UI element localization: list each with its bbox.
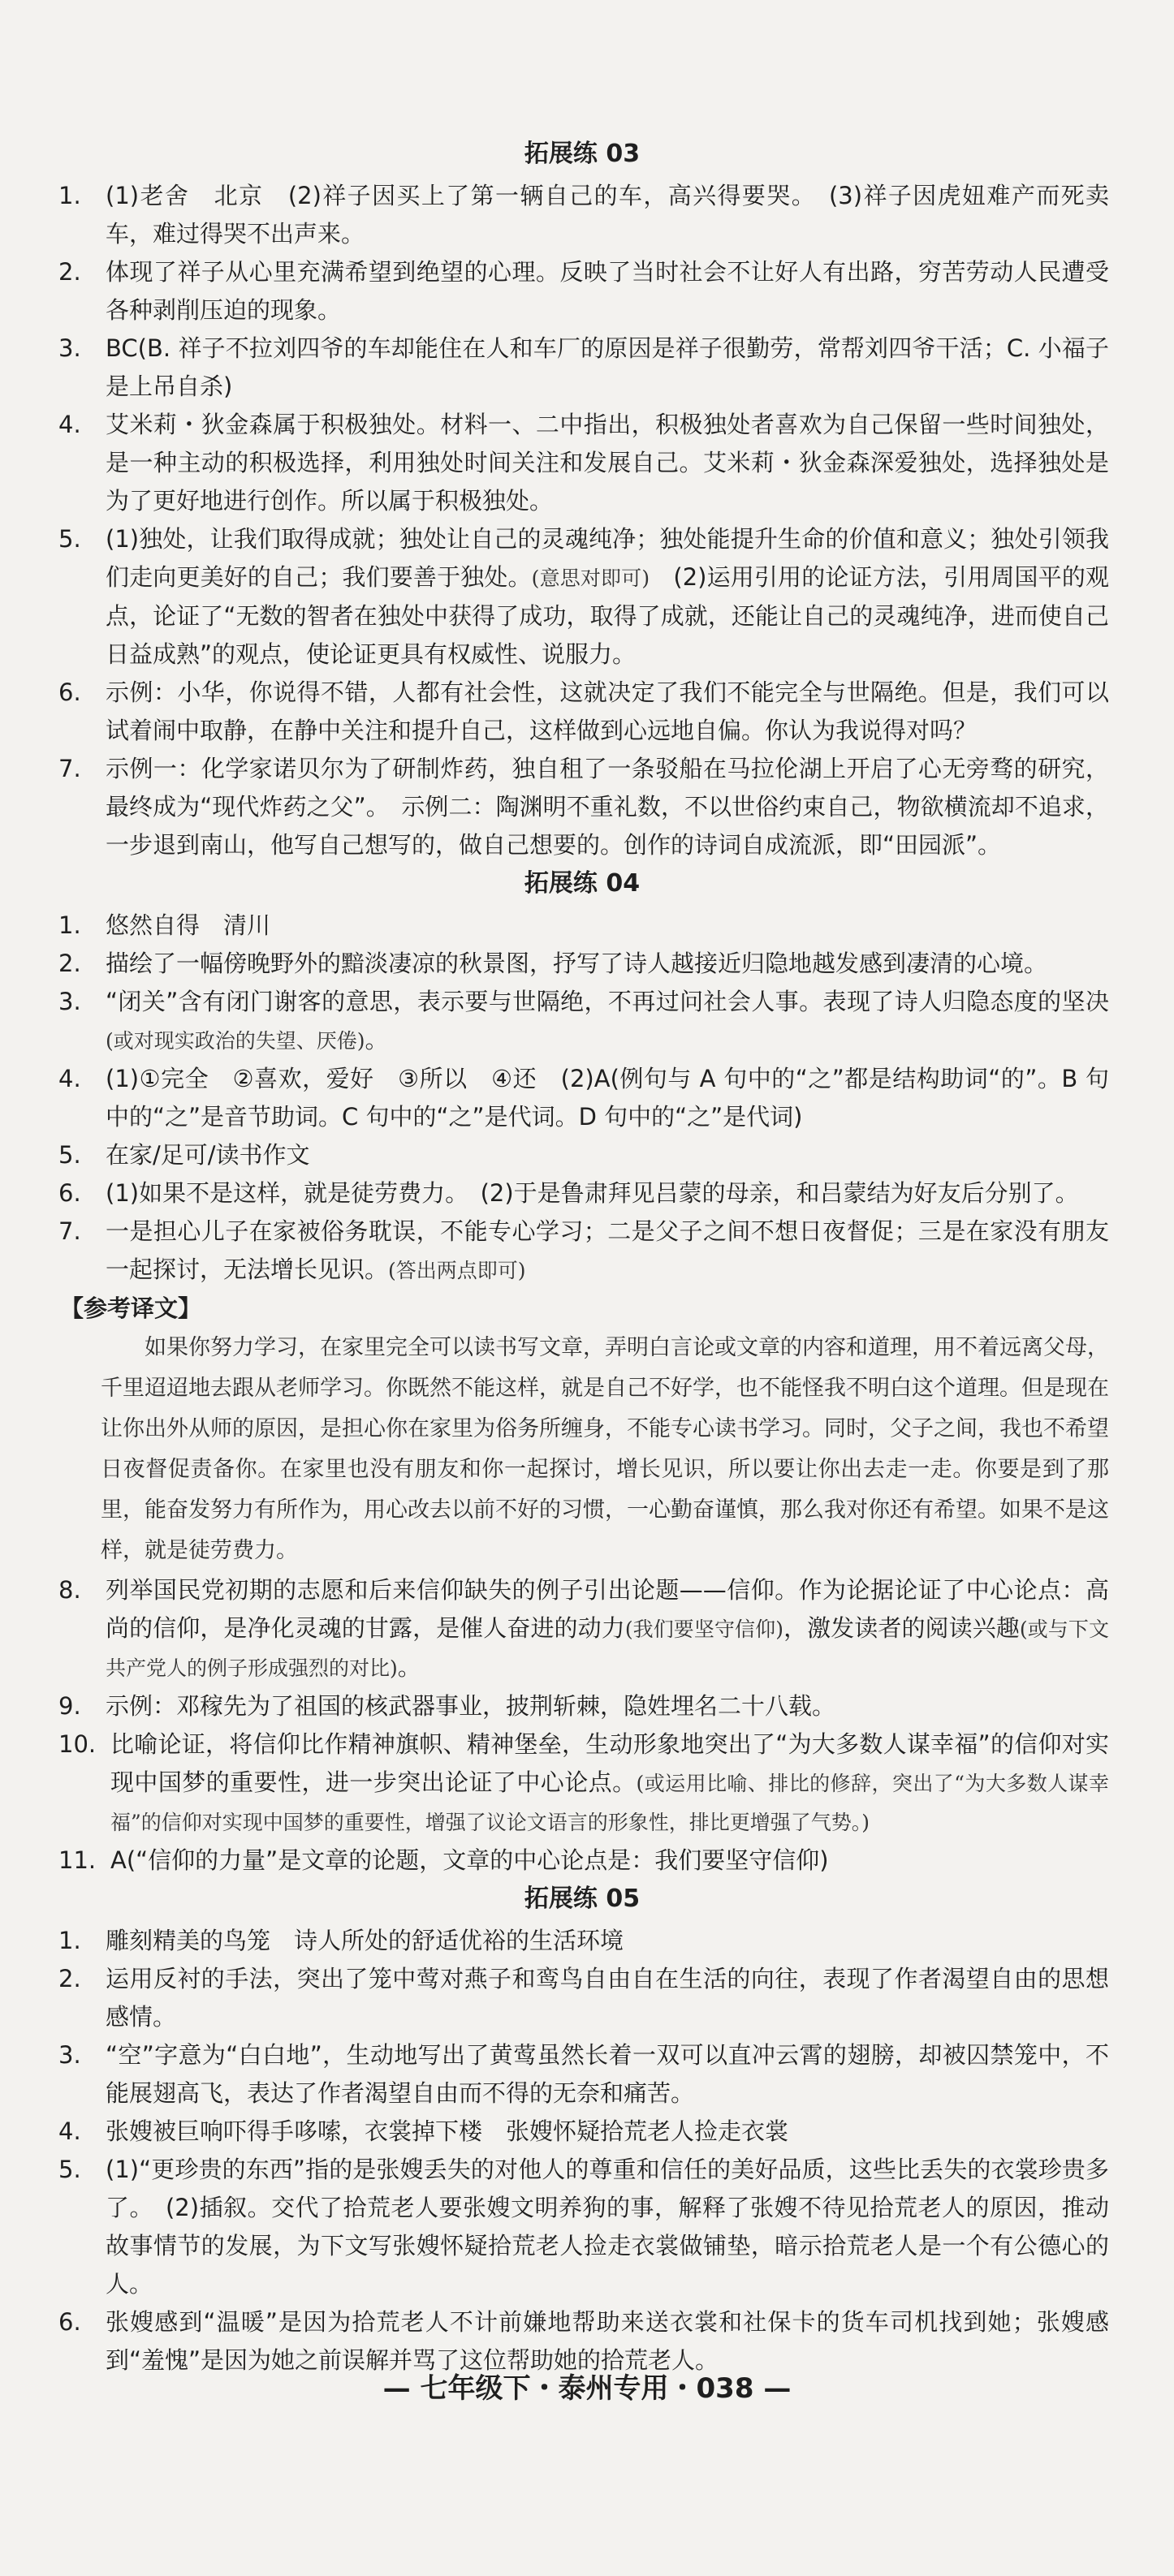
- answer-note: (答出两点即可): [388, 1259, 526, 1282]
- reference-translation: 如果你努力学习，在家里完全可以读书写文章，弄明白言论或文章的内容和道理，用不着远离父母，千里迢迢地去跟从老师学习。你既然不能这样，就是自己不好学，也不能怪我不明白这个道理。但是现在让你出外从师的原因，是担心你在家里为俗务所缠身，不能专心读书学习。同时，父子之间，我也不希望日夜督促责备你。在家里也没有朋友和你一起探讨，增长见识，所以要让你出去走一走。你要是到了那里，能奋发努力有所作为，用心改去以前不好的习惯，一心勤奋谨慎，那么我对你还有希望。如果不是这样，就是徒劳费力。: [101, 1335, 1109, 1563]
- list-item: 6. (1)如果不是这样，就是徒劳费力。 (2)于是鲁肃拜见吕蒙的母亲，和吕蒙结为好友后分别了。: [58, 1179, 1079, 1207]
- section-05: [55, 1883, 1109, 2380]
- list-item: 10. 比喻论证，将信仰比作精神旗帜、精神堡垒，生动形象地突出了“为大多数人谋幸福”的信仰对实现中国梦的重要性，进一步突出论证了中心论点。(或运用比喻、排比的修辞，突出了“为大多数人谋幸福”的信仰对实现中国梦的重要性，增强了议论文语言的形象性，排比更增强了气势。): [58, 1730, 1109, 1834]
- section-title: 拓展练 04: [524, 869, 641, 898]
- list-item: 7. 一是担心儿子在家被俗务耽误，不能专心学习；二是父子之间不想日夜督促；三是在家没有朋友一起探讨，无法增长见识。(答出两点即可): [58, 1217, 1109, 1283]
- answer-note: (或对现实政治的失望、厌倦): [106, 1029, 365, 1053]
- section-03: [55, 138, 1109, 864]
- list-item: 7. 示例一：化学家诺贝尔为了研制炸药，独自租了一条驳船在马拉伦湖上开启了心无旁骛的研究，最终成为“现代炸药之父”。 示例二：陶渊明不重礼数，不以世俗约束自己，物欲横流却不追求，一步退到南山，他写自己想写的，做自己想要的。创作的诗词自成流派，即“田园派”。: [58, 755, 1109, 859]
- list-item: 11. A(“信仰的力量”是文章的论题，文章的中心论点是：我们要坚守信仰): [58, 1846, 829, 1874]
- list-item: 1. 悠然自得 清川: [58, 911, 271, 939]
- list-item: 6. 示例：小华，你说得不错，人都有社会性，这就决定了我们不能完全与世隔绝。但是，我们可以试着闹中取静，在静中关注和提升自己，这样做到心远地自偏。你认为我说得对吗？: [58, 678, 1109, 744]
- list-item: 5. 在家/足可/读书作文: [58, 1141, 310, 1169]
- list-item: 1. (1)老舍 北京 (2)祥子因买上了第一辆自己的车，高兴得要哭。 (3)祥子因虎妞难产而死卖车，难过得哭不出声来。: [58, 182, 1109, 248]
- list-item: 2. 体现了祥子从心里充满希望到绝望的心理。反映了当时社会不让好人有出路，穷苦劳动人民遭受各种剥削压迫的现象。: [58, 258, 1109, 324]
- answer-note: (或运用比喻、排比的修辞，突出了“为大多数人谋幸福”的信仰对实现中国梦的重要性，增强了议论文语言的形象性，排比更增强了气势。): [110, 1772, 1109, 1834]
- list-item: 4. (1)①完全 ②喜欢，爱好 ③所以 ④还 (2)A(例句与 A 句中的“之”都是结构助词“的”。B 句中的“之”是音节助词。C 句中的“之”是代词。D 句中的“之”是代词): [58, 1065, 1109, 1131]
- list-item: 2. 描绘了一幅傍晚野外的黯淡凄凉的秋景图，抒写了诗人越接近归隐地越发感到凄清的心境。: [58, 950, 1048, 977]
- section-04: [55, 868, 1109, 1880]
- list-item: 5. (1)独处，让我们取得成就；独处让自己的灵魂纯净；独处能提升生命的价值和意义；独处引领我们走向更美好的自己；我们要善于独处。(意思对即可) (2)运用引用的论证方法，引用周国平的观点，论证了“无数的智者在独处中获得了成功，取得了成就，还能让自己的灵魂纯净，进而使自己日益成熟”的观点，使论证更具有权威性、说服力。: [58, 525, 1109, 668]
- list-item: 5. (1)“更珍贵的东西”指的是张嫂丢失的对他人的尊重和信任的美好品质，这些比丢失的衣裳珍贵多了。 (2)插叙。交代了拾荒老人要张嫂文明养狗的事，解释了张嫂不待见拾荒老人的原因，推动故事情节的发展，为下文写张嫂怀疑拾荒老人捡走衣裳做铺垫，暗示拾荒老人是一个有公德心的人。: [58, 2156, 1109, 2298]
- list-item: 2. 运用反衬的手法，突出了笼中莺对燕子和鸾鸟自由自在生活的向往，表现了作者渴望自由的思想感情。: [58, 1965, 1109, 2031]
- list-item: 3. BC(B. 祥子不拉刘四爷的车却能住在人和车厂的原因是祥子很勤劳，常帮刘四爷干活；C. 小福子是上吊自杀): [58, 334, 1109, 400]
- section-title: 拓展练 03: [524, 140, 641, 168]
- reference-heading: 【参考译文】: [60, 1294, 202, 1322]
- list-item: 1. 雕刻精美的鸟笼 诗人所处的舒适优裕的生活环境: [58, 1927, 624, 1954]
- answer-note: (我们要坚守信仰): [624, 1618, 783, 1641]
- page-footer: — 七年级下・泰州专用・038 —: [382, 2372, 792, 2405]
- list-item: 8. 列举国民党初期的志愿和后来信仰缺失的例子引出论题——信仰。作为论据论证了中心论点：高尚的信仰，是净化灵魂的甘露，是催人奋进的动力(我们要坚守信仰)，激发读者的阅读兴趣(或与下文共产党人的例子形成强烈的对比)。: [58, 1576, 1109, 1681]
- list-item: 4. 张嫂被巨响吓得手哆嗦，衣裳掉下楼 张嫂怀疑拾荒老人捡走衣裳: [58, 2117, 789, 2145]
- answer-note: (或与下文共产党人的例子形成强烈的对比): [106, 1618, 1109, 1680]
- list-item: 6. 张嫂感到“温暖”是因为拾荒老人不计前嫌地帮助来送衣裳和社保卡的货车司机找到她；张嫂感到“羞愧”是因为她之前误解并骂了这位帮助她的拾荒老人。: [58, 2308, 1109, 2374]
- section-title: 拓展练 05: [524, 1885, 641, 1913]
- list-item: 3. “空”字意为“白白地”，生动地写出了黄莺虽然长着一双可以直冲云霄的翅膀，却被囚禁笼中，不能展翅高飞，表达了作者渴望自由而不得的无奈和痛苦。: [58, 2041, 1109, 2107]
- list-item: 4. 艾米莉・狄金森属于积极独处。材料一、二中指出，积极独处者喜欢为自己保留一些时间独处，是一种主动的积极选择，利用独处时间关注和发展自己。艾米莉・狄金森深爱独处，选择独处是为了更好地进行创作。所以属于积极独处。: [58, 411, 1109, 515]
- list-item: 3. “闭关”含有闭门谢客的意思，表示要与世隔绝，不再过问社会人事。表现了诗人归隐态度的坚决(或对现实政治的失望、厌倦)。: [58, 988, 1109, 1053]
- answer-note: (意思对即可): [531, 566, 650, 590]
- list-item: 9. 示例：邓稼先为了祖国的核武器事业，披荆斩棘，隐姓埋名二十八载。: [58, 1692, 836, 1720]
